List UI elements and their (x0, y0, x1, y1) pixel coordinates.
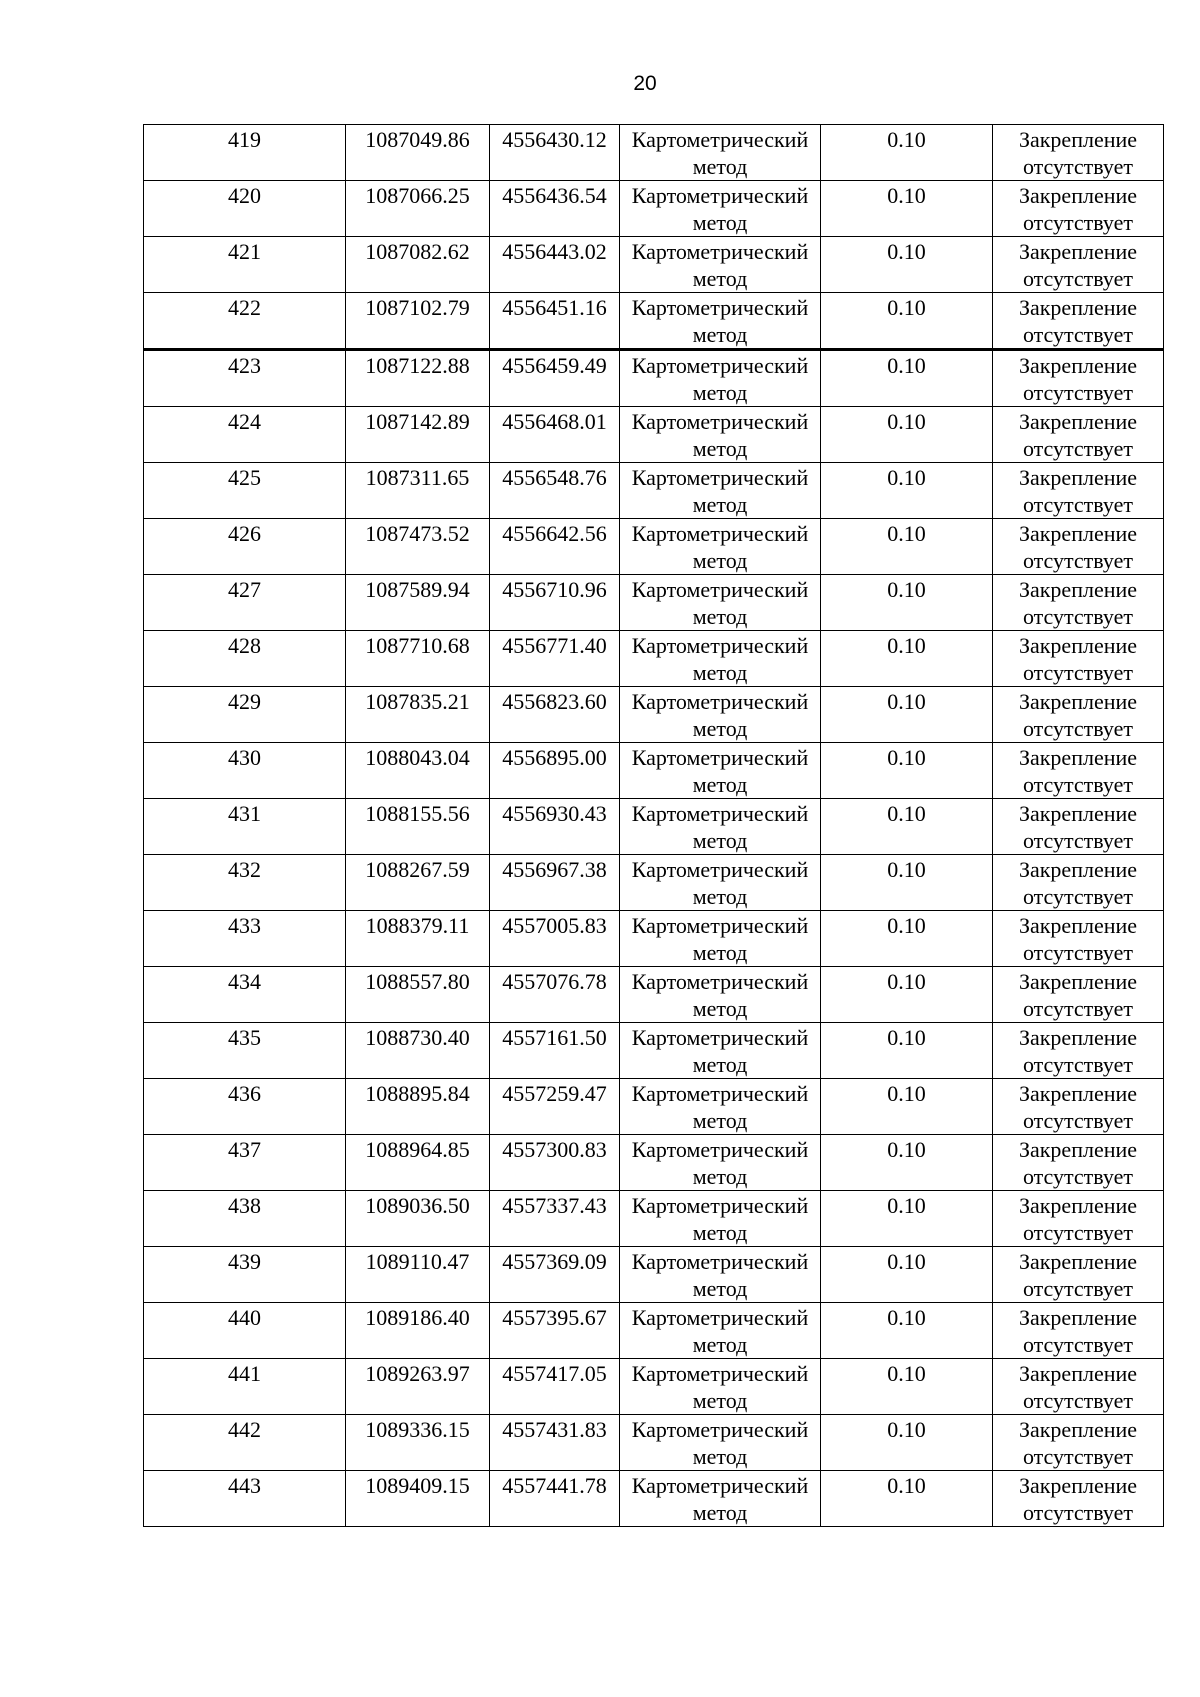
point-number-cell: 419 (144, 125, 346, 181)
coordinates-table-body (144, 125, 1164, 1527)
x-coordinate-cell: 1087066.25 (346, 181, 490, 237)
table-row (144, 293, 1164, 350)
table-row (144, 799, 1164, 855)
point-number-cell: 443 (144, 1471, 346, 1527)
method-cell: Картометрический метод (620, 1023, 821, 1079)
point-number-cell: 441 (144, 1359, 346, 1415)
method-cell: Картометрический метод (620, 350, 821, 407)
x-coordinate-cell: 1089336.15 (346, 1415, 490, 1471)
y-coordinate-cell: 4556548.76 (490, 463, 620, 519)
fixing-cell: Закрепление отсутствует (993, 631, 1164, 687)
y-coordinate-cell: 4556642.56 (490, 519, 620, 575)
y-coordinate-cell: 4556823.60 (490, 687, 620, 743)
table-row (144, 967, 1164, 1023)
y-coordinate-cell: 4557395.67 (490, 1303, 620, 1359)
x-coordinate-cell: 1087082.62 (346, 237, 490, 293)
point-number-cell: 431 (144, 799, 346, 855)
table-row (144, 1023, 1164, 1079)
table-row (144, 1359, 1164, 1415)
fixing-cell: Закрепление отсутствует (993, 799, 1164, 855)
method-cell: Картометрический метод (620, 967, 821, 1023)
y-coordinate-cell: 4556771.40 (490, 631, 620, 687)
x-coordinate-cell: 1088557.80 (346, 967, 490, 1023)
method-cell: Картометрический метод (620, 911, 821, 967)
accuracy-cell: 0.10 (821, 799, 993, 855)
y-coordinate-cell: 4556459.49 (490, 350, 620, 407)
accuracy-cell: 0.10 (821, 407, 993, 463)
x-coordinate-cell: 1089036.50 (346, 1191, 490, 1247)
y-coordinate-cell: 4556468.01 (490, 407, 620, 463)
method-cell: Картометрический метод (620, 687, 821, 743)
accuracy-cell: 0.10 (821, 1135, 993, 1191)
y-coordinate-cell: 4557259.47 (490, 1079, 620, 1135)
x-coordinate-cell: 1088043.04 (346, 743, 490, 799)
accuracy-cell: 0.10 (821, 631, 993, 687)
x-coordinate-cell: 1088895.84 (346, 1079, 490, 1135)
fixing-cell: Закрепление отсутствует (993, 1247, 1164, 1303)
fixing-cell: Закрепление отсутствует (993, 293, 1164, 350)
fixing-cell: Закрепление отсутствует (993, 911, 1164, 967)
method-cell: Картометрический метод (620, 1135, 821, 1191)
fixing-cell: Закрепление отсутствует (993, 575, 1164, 631)
point-number-cell: 430 (144, 743, 346, 799)
point-number-cell: 439 (144, 1247, 346, 1303)
method-cell: Картометрический метод (620, 1359, 821, 1415)
method-cell: Картометрический метод (620, 855, 821, 911)
accuracy-cell: 0.10 (821, 1471, 993, 1527)
accuracy-cell: 0.10 (821, 125, 993, 181)
fixing-cell: Закрепление отсутствует (993, 463, 1164, 519)
fixing-cell: Закрепление отсутствует (993, 687, 1164, 743)
accuracy-cell: 0.10 (821, 293, 993, 350)
x-coordinate-cell: 1087122.88 (346, 350, 490, 407)
method-cell: Картометрический метод (620, 519, 821, 575)
accuracy-cell: 0.10 (821, 1247, 993, 1303)
accuracy-cell: 0.10 (821, 519, 993, 575)
method-cell: Картометрический метод (620, 463, 821, 519)
point-number-cell: 429 (144, 687, 346, 743)
accuracy-cell: 0.10 (821, 855, 993, 911)
y-coordinate-cell: 4556930.43 (490, 799, 620, 855)
fixing-cell: Закрепление отсутствует (993, 181, 1164, 237)
x-coordinate-cell: 1087142.89 (346, 407, 490, 463)
accuracy-cell: 0.10 (821, 575, 993, 631)
table-row (144, 687, 1164, 743)
fixing-cell: Закрепление отсутствует (993, 519, 1164, 575)
y-coordinate-cell: 4556895.00 (490, 743, 620, 799)
point-number-cell: 428 (144, 631, 346, 687)
table-row (144, 463, 1164, 519)
y-coordinate-cell: 4557369.09 (490, 1247, 620, 1303)
accuracy-cell: 0.10 (821, 1303, 993, 1359)
method-cell: Картометрический метод (620, 1471, 821, 1527)
point-number-cell: 422 (144, 293, 346, 350)
x-coordinate-cell: 1089263.97 (346, 1359, 490, 1415)
method-cell: Картометрический метод (620, 407, 821, 463)
point-number-cell: 420 (144, 181, 346, 237)
y-coordinate-cell: 4556710.96 (490, 575, 620, 631)
x-coordinate-cell: 1089110.47 (346, 1247, 490, 1303)
y-coordinate-cell: 4556451.16 (490, 293, 620, 350)
table-row (144, 1303, 1164, 1359)
y-coordinate-cell: 4557441.78 (490, 1471, 620, 1527)
table-row (144, 575, 1164, 631)
x-coordinate-cell: 1088267.59 (346, 855, 490, 911)
accuracy-cell: 0.10 (821, 1415, 993, 1471)
table-row (144, 1471, 1164, 1527)
point-number-cell: 442 (144, 1415, 346, 1471)
point-number-cell: 438 (144, 1191, 346, 1247)
method-cell: Картометрический метод (620, 181, 821, 237)
fixing-cell: Закрепление отсутствует (993, 967, 1164, 1023)
accuracy-cell: 0.10 (821, 1191, 993, 1247)
accuracy-cell: 0.10 (821, 350, 993, 407)
table-row (144, 350, 1164, 407)
method-cell: Картометрический метод (620, 631, 821, 687)
point-number-cell: 421 (144, 237, 346, 293)
y-coordinate-cell: 4557161.50 (490, 1023, 620, 1079)
method-cell: Картометрический метод (620, 799, 821, 855)
x-coordinate-cell: 1089186.40 (346, 1303, 490, 1359)
point-number-cell: 423 (144, 350, 346, 407)
y-coordinate-cell: 4557431.83 (490, 1415, 620, 1471)
table-row (144, 519, 1164, 575)
x-coordinate-cell: 1088379.11 (346, 911, 490, 967)
method-cell: Картометрический метод (620, 1415, 821, 1471)
point-number-cell: 432 (144, 855, 346, 911)
y-coordinate-cell: 4557300.83 (490, 1135, 620, 1191)
point-number-cell: 426 (144, 519, 346, 575)
table-row (144, 125, 1164, 181)
x-coordinate-cell: 1087589.94 (346, 575, 490, 631)
accuracy-cell: 0.10 (821, 687, 993, 743)
method-cell: Картометрический метод (620, 1247, 821, 1303)
point-number-cell: 433 (144, 911, 346, 967)
x-coordinate-cell: 1087835.21 (346, 687, 490, 743)
table-row (144, 743, 1164, 799)
point-number-cell: 424 (144, 407, 346, 463)
x-coordinate-cell: 1087710.68 (346, 631, 490, 687)
y-coordinate-cell: 4557337.43 (490, 1191, 620, 1247)
method-cell: Картометрический метод (620, 575, 821, 631)
table-row (144, 1191, 1164, 1247)
x-coordinate-cell: 1089409.15 (346, 1471, 490, 1527)
fixing-cell: Закрепление отсутствует (993, 1135, 1164, 1191)
method-cell: Картометрический метод (620, 293, 821, 350)
fixing-cell: Закрепление отсутствует (993, 1023, 1164, 1079)
method-cell: Картометрический метод (620, 1079, 821, 1135)
method-cell: Картометрический метод (620, 125, 821, 181)
table-row (144, 181, 1164, 237)
x-coordinate-cell: 1087102.79 (346, 293, 490, 350)
fixing-cell: Закрепление отсутствует (993, 125, 1164, 181)
table-row (144, 1415, 1164, 1471)
y-coordinate-cell: 4557076.78 (490, 967, 620, 1023)
accuracy-cell: 0.10 (821, 463, 993, 519)
x-coordinate-cell: 1088730.40 (346, 1023, 490, 1079)
accuracy-cell: 0.10 (821, 1079, 993, 1135)
table-row (144, 407, 1164, 463)
accuracy-cell: 0.10 (821, 911, 993, 967)
point-number-cell: 437 (144, 1135, 346, 1191)
point-number-cell: 440 (144, 1303, 346, 1359)
method-cell: Картометрический метод (620, 237, 821, 293)
table-row (144, 855, 1164, 911)
fixing-cell: Закрепление отсутствует (993, 1303, 1164, 1359)
coordinates-table (143, 124, 1164, 1527)
y-coordinate-cell: 4557005.83 (490, 911, 620, 967)
x-coordinate-cell: 1088964.85 (346, 1135, 490, 1191)
fixing-cell: Закрепление отсутствует (993, 407, 1164, 463)
table-row (144, 911, 1164, 967)
table-row (144, 1135, 1164, 1191)
fixing-cell: Закрепление отсутствует (993, 350, 1164, 407)
fixing-cell: Закрепление отсутствует (993, 855, 1164, 911)
accuracy-cell: 0.10 (821, 237, 993, 293)
point-number-cell: 436 (144, 1079, 346, 1135)
method-cell: Картометрический метод (620, 743, 821, 799)
fixing-cell: Закрепление отсутствует (993, 1191, 1164, 1247)
point-number-cell: 425 (144, 463, 346, 519)
table-row (144, 631, 1164, 687)
x-coordinate-cell: 1087473.52 (346, 519, 490, 575)
method-cell: Картометрический метод (620, 1191, 821, 1247)
fixing-cell: Закрепление отсутствует (993, 1079, 1164, 1135)
page-number: 20 (633, 72, 657, 95)
x-coordinate-cell: 1087049.86 (346, 125, 490, 181)
fixing-cell: Закрепление отсутствует (993, 1471, 1164, 1527)
accuracy-cell: 0.10 (821, 1359, 993, 1415)
y-coordinate-cell: 4556967.38 (490, 855, 620, 911)
x-coordinate-cell: 1087311.65 (346, 463, 490, 519)
x-coordinate-cell: 1088155.56 (346, 799, 490, 855)
accuracy-cell: 0.10 (821, 967, 993, 1023)
table-row (144, 1079, 1164, 1135)
method-cell: Картометрический метод (620, 1303, 821, 1359)
fixing-cell: Закрепление отсутствует (993, 743, 1164, 799)
point-number-cell: 434 (144, 967, 346, 1023)
table-row (144, 1247, 1164, 1303)
point-number-cell: 435 (144, 1023, 346, 1079)
accuracy-cell: 0.10 (821, 743, 993, 799)
fixing-cell: Закрепление отсутствует (993, 237, 1164, 293)
accuracy-cell: 0.10 (821, 181, 993, 237)
fixing-cell: Закрепление отсутствует (993, 1415, 1164, 1471)
y-coordinate-cell: 4556436.54 (490, 181, 620, 237)
y-coordinate-cell: 4556430.12 (490, 125, 620, 181)
table-row (144, 237, 1164, 293)
y-coordinate-cell: 4557417.05 (490, 1359, 620, 1415)
point-number-cell: 427 (144, 575, 346, 631)
accuracy-cell: 0.10 (821, 1023, 993, 1079)
fixing-cell: Закрепление отсутствует (993, 1359, 1164, 1415)
y-coordinate-cell: 4556443.02 (490, 237, 620, 293)
